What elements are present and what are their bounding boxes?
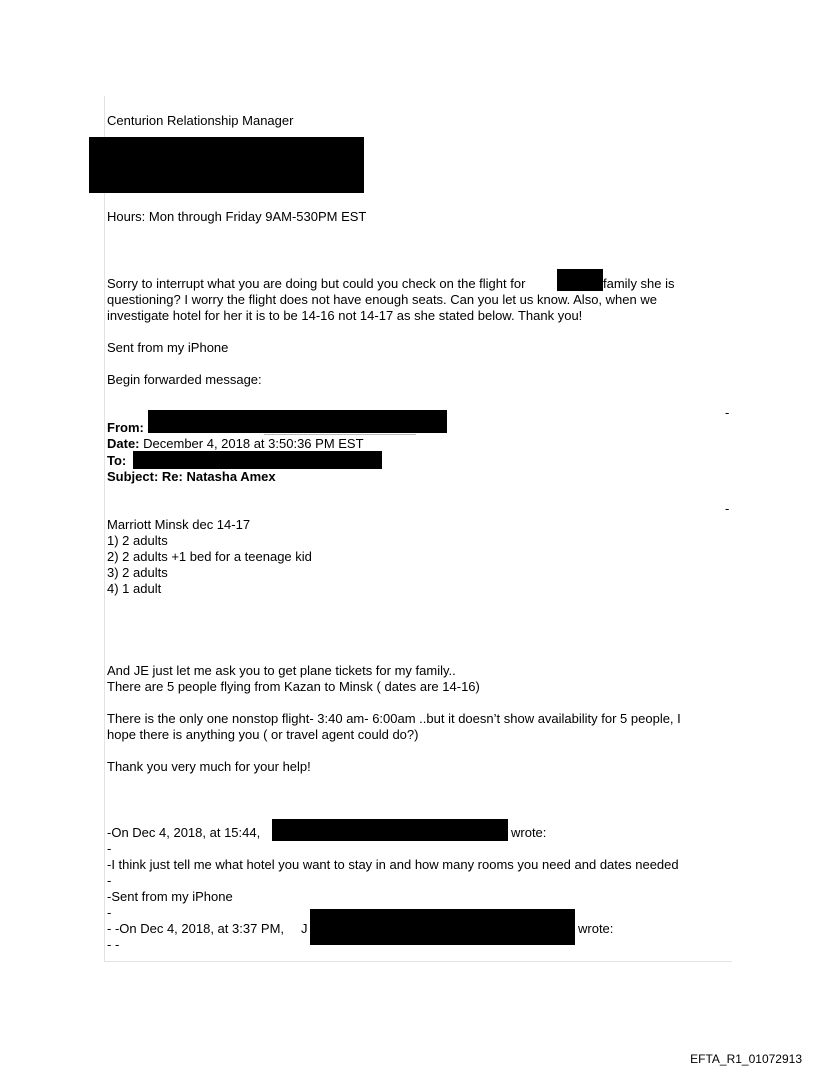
quote-dash: - [107, 905, 112, 920]
quote-line: -Sent from my iPhone [107, 889, 233, 904]
subject-label: Subject: [107, 469, 159, 484]
date-line [107, 436, 364, 452]
message-line: questioning? I worry the flight does not have enough seats. Can you let us know. Also, when we [107, 292, 657, 307]
redaction-block [89, 137, 364, 193]
redaction-block [310, 909, 575, 945]
subject-value: Re: Natasha Amex [161, 469, 276, 484]
link-underline [264, 434, 416, 435]
quote-bottom-rule [104, 961, 732, 962]
redaction-block [133, 451, 382, 469]
from-line [107, 420, 154, 436]
quote-line: -I think just tell me what hotel you want to stay in and how many rooms you need and dates needed [107, 857, 679, 872]
message-line: investigate hotel for her it is to be 14-16 not 14-17 as she stated below. Thank you! [107, 308, 583, 323]
signature-hours: Hours: Mon through Friday 9AM-530PM EST [107, 209, 367, 224]
signature-title: Centurion Relationship Manager [107, 113, 294, 128]
document-id: EFTA_R1_01072913 [690, 1052, 802, 1066]
message-line: family she is [603, 276, 675, 291]
request-line: There is the only one nonstop flight- 3:40 am- 6:00am ..but it doesn’t show availability for 5 people, I [107, 711, 681, 726]
quote-attribution: - -On Dec 4, 2018, at 3:37 PM, [107, 921, 285, 936]
hotel-room: 3) 2 adults [107, 565, 168, 580]
quote-attribution: -On Dec 4, 2018, at 15:44, [107, 825, 261, 840]
request-line: And JE just let me ask you to get plane tickets for my family.. [107, 663, 456, 678]
date-value: December 4, 2018 at 3:50:36 PM EST [143, 436, 364, 451]
quote-dash: - [107, 873, 112, 888]
request-line: There are 5 people flying from Kazan to Minsk ( dates are 14-16) [107, 679, 480, 694]
from-label: From: [107, 420, 144, 435]
request-line: hope there is anything you ( or travel agent could do?) [107, 727, 419, 742]
redaction-block [272, 819, 508, 841]
quote-wrote: wrote: [578, 921, 614, 936]
separator-dash: - [725, 501, 730, 516]
quote-dash: - [107, 841, 112, 856]
quote-initial: J [301, 921, 308, 936]
hotel-room: 4) 1 adult [107, 581, 162, 596]
thanks-line: Thank you very much for your help! [107, 759, 311, 774]
subject-line [107, 469, 276, 485]
message-line: Sorry to interrupt what you are doing but could you check on the flight for [107, 276, 526, 291]
forwarded-line: Begin forwarded message: [107, 372, 262, 387]
hotel-room: 1) 2 adults [107, 533, 168, 548]
date-label: Date: [107, 436, 140, 451]
quote-left-rule [104, 96, 105, 962]
hotel-title: Marriott Minsk dec 14-17 [107, 517, 251, 532]
quote-dash: - - [107, 937, 120, 952]
hotel-room: 2) 2 adults +1 bed for a teenage kid [107, 549, 312, 564]
redaction-block [148, 410, 447, 433]
separator-dash: - [725, 405, 730, 420]
to-label: To: [107, 453, 127, 468]
quote-wrote: wrote: [511, 825, 547, 840]
redaction-block [557, 269, 603, 291]
sent-from-line: Sent from my iPhone [107, 340, 229, 355]
